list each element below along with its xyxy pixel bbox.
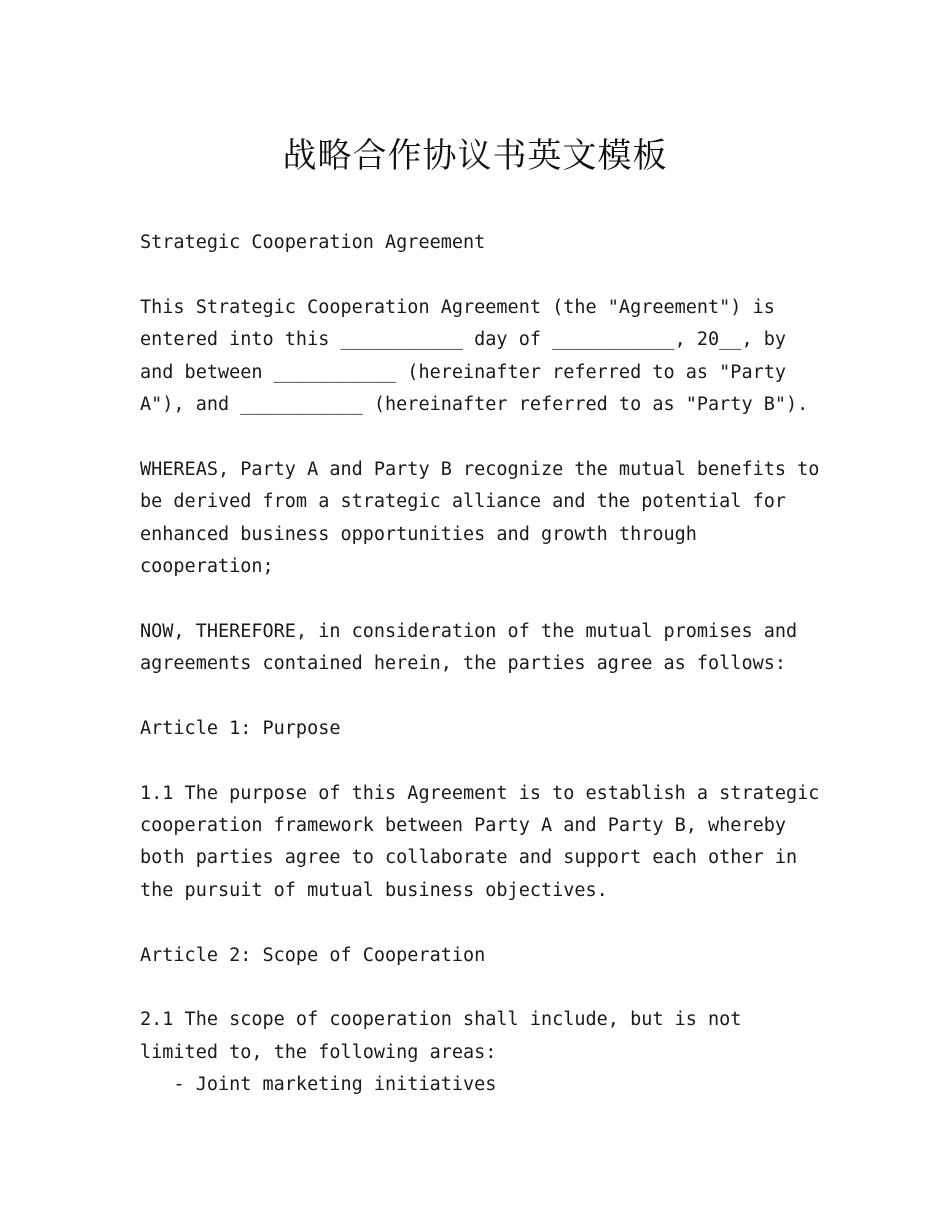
article-1-heading: Article 1: Purpose [140, 717, 341, 739]
paragraph-spacer [140, 680, 820, 712]
intro-paragraph [140, 292, 820, 422]
paragraph-spacer [140, 972, 820, 1004]
article-1-clause [140, 778, 820, 908]
paragraph-line: be derived from a strategic alliance and the potential for [140, 491, 787, 513]
paragraph-line: entered into this ___________ day of ___________, 20__, by [140, 329, 787, 351]
agreement-heading: Strategic Cooperation Agreement [140, 232, 486, 253]
paragraph-spacer [140, 745, 820, 777]
list-item: - Joint marketing initiatives [140, 1074, 497, 1096]
paragraph-spacer [140, 907, 820, 939]
paragraph-line: NOW, THEREFORE, in consideration of the mutual promises and [140, 620, 798, 642]
paragraph-line: This Strategic Cooperation Agreement (the "Agreement") is [140, 296, 775, 318]
paragraph-spacer [140, 421, 820, 453]
paragraph-line: A"), and ___________ (hereinafter referred to as "Party B"). [140, 393, 809, 415]
paragraph-spacer [140, 259, 820, 291]
article-2-heading: Article 2: Scope of Cooperation [140, 944, 486, 966]
paragraph-line: 1.1 The purpose of this Agreement is to establish a strategic [140, 782, 820, 804]
paragraph-line: 2.1 The scope of cooperation shall include, but is not [140, 1009, 742, 1031]
paragraph-line: limited to, the following areas: [140, 1041, 497, 1063]
article-2-clause [140, 1004, 820, 1101]
paragraph-spacer [140, 583, 820, 615]
paragraph-line: the pursuit of mutual business objectives. [140, 879, 608, 901]
paragraph-line: and between ___________ (hereinafter referred to as "Party [140, 361, 787, 383]
paragraph-line: cooperation; [140, 555, 274, 577]
paragraph-line: WHEREAS, Party A and Party B recognize the mutual benefits to [140, 458, 820, 480]
paragraph-line: cooperation framework between Party A and Party B, whereby [140, 815, 787, 837]
whereas-paragraph [140, 454, 820, 584]
paragraph-line: both parties agree to collaborate and support each other in [140, 847, 798, 869]
paragraph-line: enhanced business opportunities and growth through [140, 523, 697, 545]
document-body [140, 227, 820, 1102]
therefore-paragraph [140, 616, 820, 681]
paragraph-line: agreements contained herein, the parties agree as follows: [140, 653, 787, 675]
document-title: 战略合作协议书英文模板 [282, 136, 668, 176]
